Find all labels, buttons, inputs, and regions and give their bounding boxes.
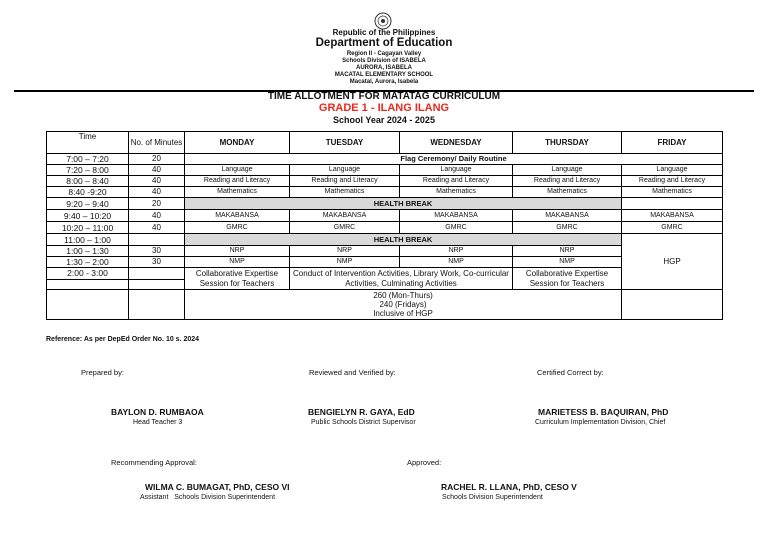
subject-cell: GMRC (513, 222, 622, 234)
header-monday: MONDAY (185, 132, 290, 154)
total-inclusive: Inclusive of HGP (373, 309, 433, 318)
empty-cell (129, 290, 185, 320)
recommending-position: Assistant Schools Division Superintendent (140, 494, 276, 501)
minutes-cell: 40 (129, 187, 185, 198)
total-mon-thurs: 260 (Mon-Thurs) (373, 291, 433, 300)
grade-title: GRADE 1 - ILANG ILANG (318, 102, 450, 114)
empty-cell (622, 198, 723, 210)
subject-cell: Reading and Literacy (290, 176, 400, 187)
table-row (47, 210, 723, 222)
reference-note: Reference: As per DepEd Order No. 10 s. 2024 (46, 336, 200, 343)
header-tuesday: TUESDAY (290, 132, 400, 154)
header-minutes: No. of Minutes (129, 132, 185, 154)
table-row (47, 198, 723, 210)
minutes-cell: 30 (129, 246, 185, 257)
totals-cell (185, 290, 622, 320)
reviewed-position: Public Schools District Supervisor (311, 419, 416, 426)
header-thursday: THURSDAY (513, 132, 622, 154)
subject-cell: MAKABANSA (513, 210, 622, 222)
page-title: TIME ALLOTMENT FOR MATATAG CURRICULUM (267, 91, 501, 102)
table-row (47, 176, 723, 187)
subject-cell: NMP (290, 257, 400, 268)
subject-cell: NRP (513, 246, 622, 257)
subject-cell: NRP (400, 246, 513, 257)
empty-cell (129, 280, 185, 290)
reviewed-label: Reviewed and Verified by: (309, 368, 396, 377)
subject-cell: Reading and Literacy (622, 176, 723, 187)
address-line: Macatal, Aurora, Isabela (349, 79, 419, 85)
header-wednesday: WEDNESDAY (400, 132, 513, 154)
subject-cell: NMP (400, 257, 513, 268)
time-cell: 10:20 – 11:00 (47, 222, 129, 234)
certified-position: Curriculum Implementation Division, Chief (535, 419, 666, 426)
minutes-cell: 40 (129, 222, 185, 234)
subject-cell: Reading and Literacy (513, 176, 622, 187)
approved-label: Approved: (407, 458, 442, 467)
table-header-row (47, 132, 723, 154)
minutes-cell: 40 (129, 165, 185, 176)
subject-cell: MAKABANSA (185, 210, 290, 222)
subject-cell: Mathematics (622, 187, 723, 198)
time-cell: 1:30 – 2:00 (47, 257, 129, 268)
prepared-label: Prepared by: (81, 368, 124, 377)
subject-cell: Mathematics (400, 187, 513, 198)
subject-cell: GMRC (185, 222, 290, 234)
subject-cell: NRP (185, 246, 290, 257)
subject-cell: Mathematics (290, 187, 400, 198)
empty-cell (622, 290, 723, 320)
subject-cell: Language (622, 165, 723, 176)
conduct-cell: Conduct of Intervention Activities, Library Work, Co-curricular Activities, Culminating Activities (290, 268, 513, 290)
table-row (47, 257, 723, 268)
minutes-cell (129, 234, 185, 246)
subject-cell: Language (185, 165, 290, 176)
subject-cell: GMRC (622, 222, 723, 234)
minutes-cell: 40 (129, 210, 185, 222)
table-row (47, 154, 723, 165)
subject-cell: NMP (185, 257, 290, 268)
table-row (47, 222, 723, 234)
subject-cell: MAKABANSA (400, 210, 513, 222)
time-cell: 8:00 – 8:40 (47, 176, 129, 187)
header-time: Time (47, 132, 129, 154)
subject-cell: GMRC (400, 222, 513, 234)
health-break-cell: HEALTH BREAK (185, 198, 622, 210)
totals-row (47, 290, 723, 320)
minutes-cell: 20 (129, 198, 185, 210)
time-cell: 1:00 – 1:30 (47, 246, 129, 257)
subject-cell: Language (513, 165, 622, 176)
subject-cell: Language (290, 165, 400, 176)
header-friday: FRIDAY (622, 132, 723, 154)
school-line: MACATAL ELEMENTARY SCHOOL (334, 72, 434, 78)
subject-cell: Mathematics (185, 187, 290, 198)
schedule-table (46, 131, 723, 320)
minutes-cell (129, 268, 185, 280)
certified-name: MARIETESS B. BAQUIRAN, PhD (538, 407, 669, 417)
empty-cell (47, 280, 129, 290)
town-line: AURORA, ISABELA (355, 65, 412, 71)
recommending-label: Recommending Approval: (111, 458, 197, 467)
minutes-cell: 30 (129, 257, 185, 268)
collab-cell: Collaborative Expertise Session for Teachers (185, 268, 290, 290)
minutes-cell: 20 (129, 154, 185, 165)
time-cell: 11:00 – 1:00 (47, 234, 129, 246)
subject-cell: MAKABANSA (622, 210, 723, 222)
time-cell: 9:20 – 9:40 (47, 198, 129, 210)
subject-cell: NRP (290, 246, 400, 257)
table-row (47, 187, 723, 198)
subject-cell: Mathematics (513, 187, 622, 198)
health-break-cell: HEALTH BREAK (185, 234, 622, 246)
table-row (47, 268, 723, 280)
time-cell: 7:20 – 8:00 (47, 165, 129, 176)
subject-cell: Reading and Literacy (400, 176, 513, 187)
recommending-name: WILMA C. BUMAGAT, PhD, CESO VI (145, 482, 290, 492)
subject-cell: Reading and Literacy (185, 176, 290, 187)
certified-label: Certified Correct by: (537, 368, 604, 377)
subject-cell: NMP (513, 257, 622, 268)
hgp-cell: HGP (622, 234, 723, 290)
department-line: Department of Education (315, 37, 453, 49)
flag-ceremony-cell: Flag Ceremony/ Daily Routine (185, 154, 723, 165)
time-cell: 8:40 -9:20 (47, 187, 129, 198)
approved-name: RACHEL R. LLANA, PhD, CESO V (441, 482, 577, 492)
subject-cell: Language (400, 165, 513, 176)
collab-cell: Collaborative Expertise Session for Teachers (513, 268, 622, 290)
school-year: School Year 2024 - 2025 (333, 115, 435, 125)
prepared-name: BAYLON D. RUMBAOA (111, 407, 204, 417)
total-fridays: 240 (Fridays) (379, 300, 427, 309)
division-line: Schools Division of ISABELA (342, 58, 426, 64)
table-row (47, 246, 723, 257)
republic-line: Republic of the Philippines (332, 28, 436, 37)
time-cell: 2:00 - 3:00 (47, 268, 129, 280)
table-row (47, 234, 723, 246)
subject-cell: GMRC (290, 222, 400, 234)
table-row (47, 165, 723, 176)
reviewed-name: BENGIELYN R. GAYA, EdD (308, 407, 415, 417)
empty-cell (47, 290, 129, 320)
region-line: Region II - Cagayan Valley (346, 51, 422, 57)
minutes-cell: 40 (129, 176, 185, 187)
prepared-position: Head Teacher 3 (133, 419, 183, 426)
time-cell: 7:00 – 7:20 (47, 154, 129, 165)
subject-cell: MAKABANSA (290, 210, 400, 222)
time-cell: 9:40 – 10:20 (47, 210, 129, 222)
approved-position: Schools Division Superintendent (442, 494, 543, 501)
